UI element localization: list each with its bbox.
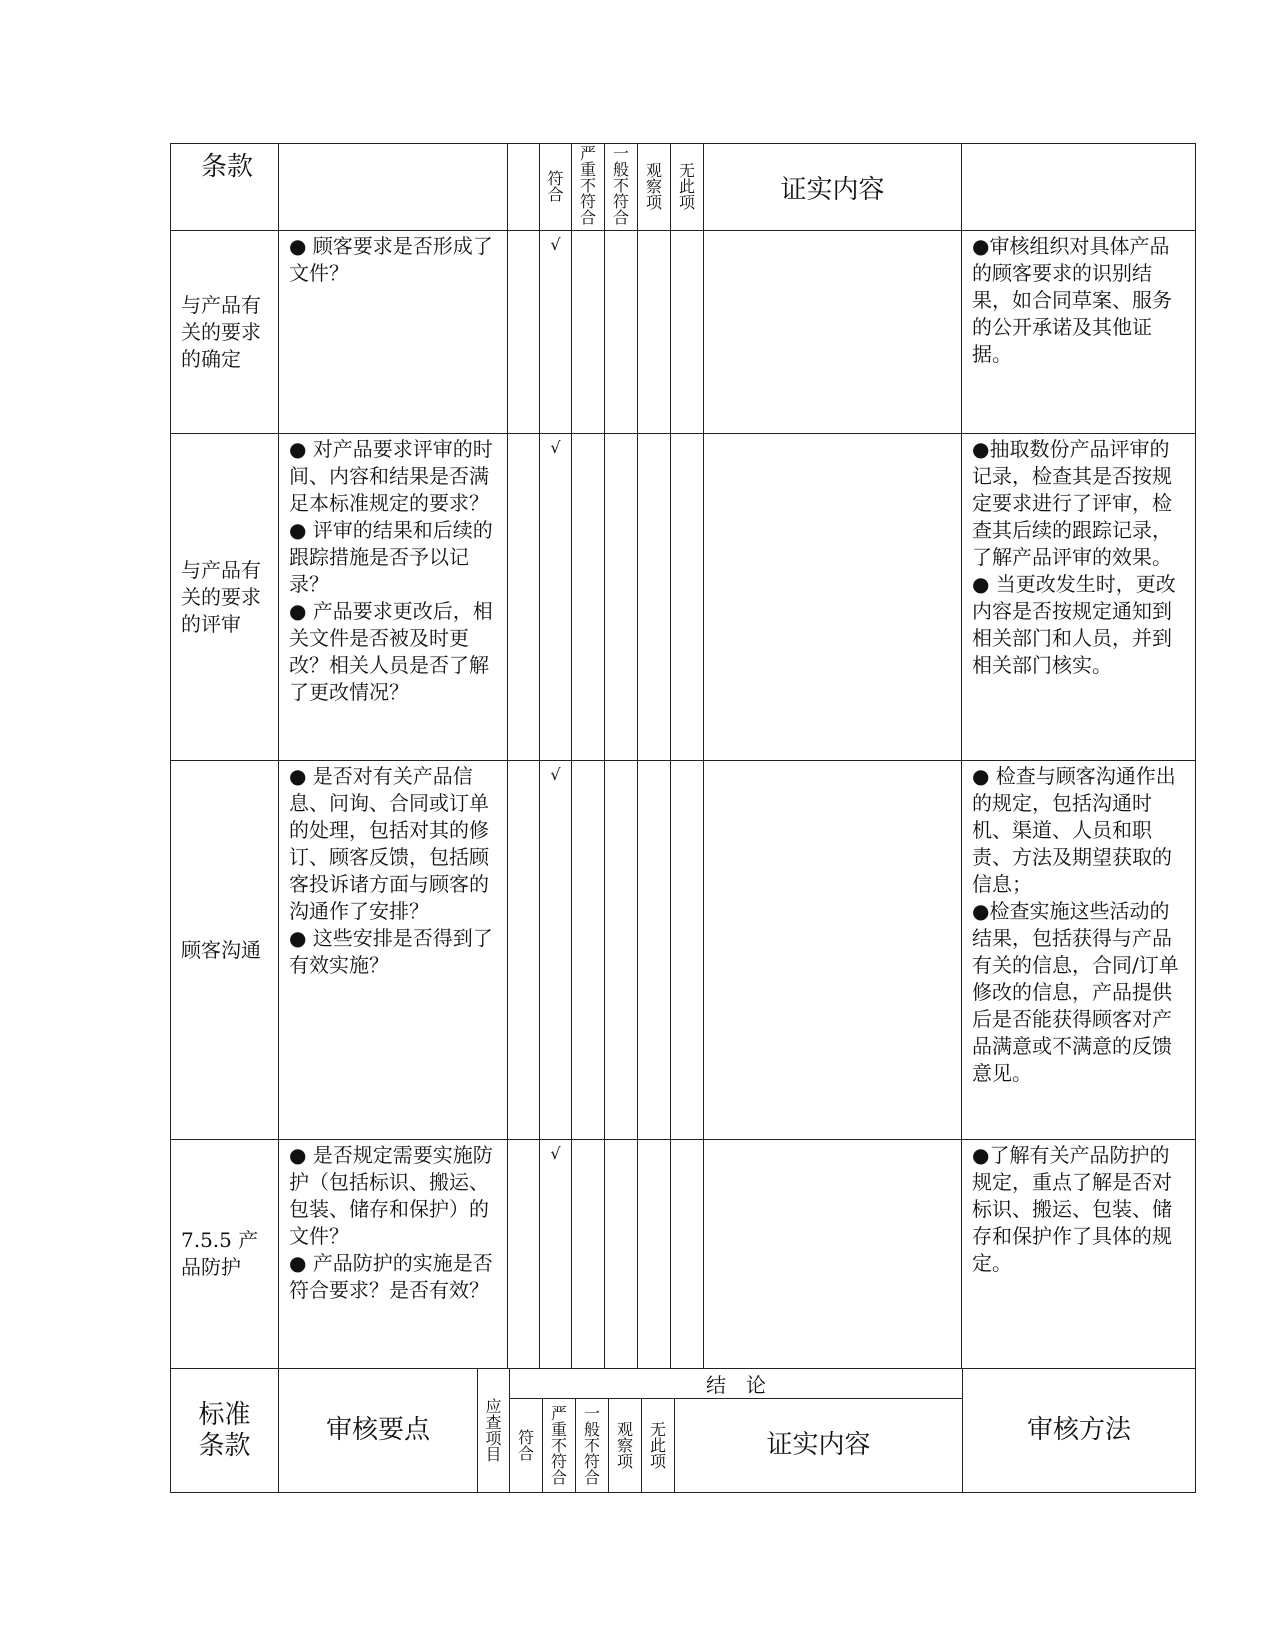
- row-observe-cell: [638, 1140, 671, 1369]
- header-general: 一般不符合: [605, 144, 638, 231]
- row-general-cell: [605, 434, 638, 761]
- row-audit-points: [279, 1140, 508, 1369]
- footer-std-clause: 标准条款: [171, 1369, 279, 1493]
- table-row: [171, 761, 1196, 1140]
- header-na: 无此项: [671, 144, 704, 231]
- row-general-cell: [605, 231, 638, 434]
- footer-conclusion: 结 论: [510, 1369, 963, 1399]
- header-conform: 符合: [540, 144, 572, 231]
- row-should-check: [508, 434, 540, 761]
- header-empty-check: [508, 144, 540, 231]
- row-audit-points: [279, 231, 508, 434]
- row-audit-method: [962, 231, 1196, 434]
- row-evidence-cell: [704, 1140, 962, 1369]
- audit-method-item: ●审核组织对具体产品的顾客要求的识别结果，如合同草案、服务的公开承诺及其他证据。: [972, 234, 1172, 366]
- row-observe-cell: [638, 434, 671, 761]
- row-evidence-cell: [704, 231, 962, 434]
- audit-point: ● 这些安排是否得到了有效实施？: [289, 926, 493, 977]
- row-na-cell: [671, 1140, 704, 1369]
- row-conform-mark: √: [540, 1140, 572, 1369]
- row-clause: 与产品有关的要求的确定: [171, 231, 279, 434]
- header-serious: 严重不符合: [572, 144, 605, 231]
- row-evidence-cell: [704, 761, 962, 1140]
- row-general-cell: [605, 1140, 638, 1369]
- row-serious-cell: [572, 1140, 605, 1369]
- audit-point: ● 对产品要求评审的时间、内容和结果是否满足本标准规定的要求？: [289, 437, 493, 515]
- row-observe-cell: [638, 231, 671, 434]
- table-row: [171, 1140, 1196, 1369]
- row-should-check: [508, 231, 540, 434]
- footer-audit-method: 审核方法: [963, 1369, 1196, 1493]
- header-row: [171, 144, 1196, 231]
- header-empty-points: [279, 144, 508, 231]
- row-clause: 顾客沟通: [171, 761, 279, 1140]
- row-na-cell: [671, 761, 704, 1140]
- table-row: [171, 434, 1196, 761]
- row-na-cell: [671, 231, 704, 434]
- table-row: [171, 231, 1196, 434]
- audit-method-item: ●检查实施这些活动的结果，包括获得与产品有关的信息，合同/订单修改的信息，产品提供后是否能获得顾客对产品满意或不满意的反馈意见。: [972, 899, 1179, 1085]
- audit-point: ● 是否对有关产品信息、问询、合同或订单的处理，包括对其的修订、顾客反馈，包括顾客投诉诸方面与顾客的沟通作了安排？: [289, 764, 489, 923]
- footer-audit-points: 审核要点: [279, 1369, 478, 1493]
- header-evidence: 证实内容: [704, 144, 962, 231]
- row-general-cell: [605, 761, 638, 1140]
- row-should-check: [508, 761, 540, 1140]
- audit-point: ● 顾客要求是否形成了文件？: [289, 234, 493, 285]
- footer-should-check: 应查项目: [478, 1369, 510, 1493]
- row-audit-points: [279, 434, 508, 761]
- row-serious-cell: [572, 231, 605, 434]
- audit-checklist-table: [170, 143, 1196, 1369]
- row-conform-mark: √: [540, 761, 572, 1140]
- footer-observe: 观察项: [609, 1399, 642, 1493]
- audit-point: ● 评审的结果和后续的跟踪措施是否予以记录？: [289, 518, 493, 596]
- row-clause: 与产品有关的要求的评审: [171, 434, 279, 761]
- audit-method-item: ● 检查与顾客沟通作出的规定，包括沟通时机、渠道、人员和职责、方法及期望获取的信息；: [972, 764, 1176, 896]
- audit-point: ● 是否规定需要实施防护（包括标识、搬运、包装、储存和保护）的文件？: [289, 1143, 493, 1248]
- row-conform-mark: √: [540, 231, 572, 434]
- row-evidence-cell: [704, 434, 962, 761]
- row-conform-mark: √: [540, 434, 572, 761]
- header-clause: 条款: [171, 144, 279, 231]
- row-audit-method: [962, 761, 1196, 1140]
- row-should-check: [508, 1140, 540, 1369]
- audit-method-item: ●抽取数份产品评审的记录，检查其是否按规定要求进行了评审，检查其后续的跟踪记录，了解产品评审的效果。: [972, 437, 1172, 569]
- audit-method-item: ● 当更改发生时，更改内容是否按规定通知到相关部门和人员，并到相关部门核实。: [972, 572, 1176, 677]
- row-observe-cell: [638, 761, 671, 1140]
- row-audit-points: [279, 761, 508, 1140]
- row-serious-cell: [572, 761, 605, 1140]
- audit-point: ● 产品要求更改后，相关文件是否被及时更改？相关人员是否了解了更改情况？: [289, 599, 493, 704]
- audit-point: ● 产品防护的实施是否符合要求？是否有效？: [289, 1251, 493, 1302]
- footer-serious: 严重不符合: [543, 1399, 576, 1493]
- footer-header-table: [170, 1368, 1196, 1493]
- row-clause: 7.5.5 产品防护: [171, 1140, 279, 1369]
- footer-evidence: 证实内容: [675, 1399, 963, 1493]
- footer-general: 一般不符合: [576, 1399, 609, 1493]
- header-observe: 观察项: [638, 144, 671, 231]
- row-audit-method: [962, 434, 1196, 761]
- row-na-cell: [671, 434, 704, 761]
- footer-na: 无此项: [642, 1399, 675, 1493]
- row-audit-method: [962, 1140, 1196, 1369]
- header-empty-method: [962, 144, 1196, 231]
- audit-method-item: ●了解有关产品防护的规定，重点了解是否对标识、搬运、包装、储存和保护作了具体的规定。: [972, 1143, 1172, 1275]
- row-serious-cell: [572, 434, 605, 761]
- footer-conform: 符合: [510, 1399, 543, 1493]
